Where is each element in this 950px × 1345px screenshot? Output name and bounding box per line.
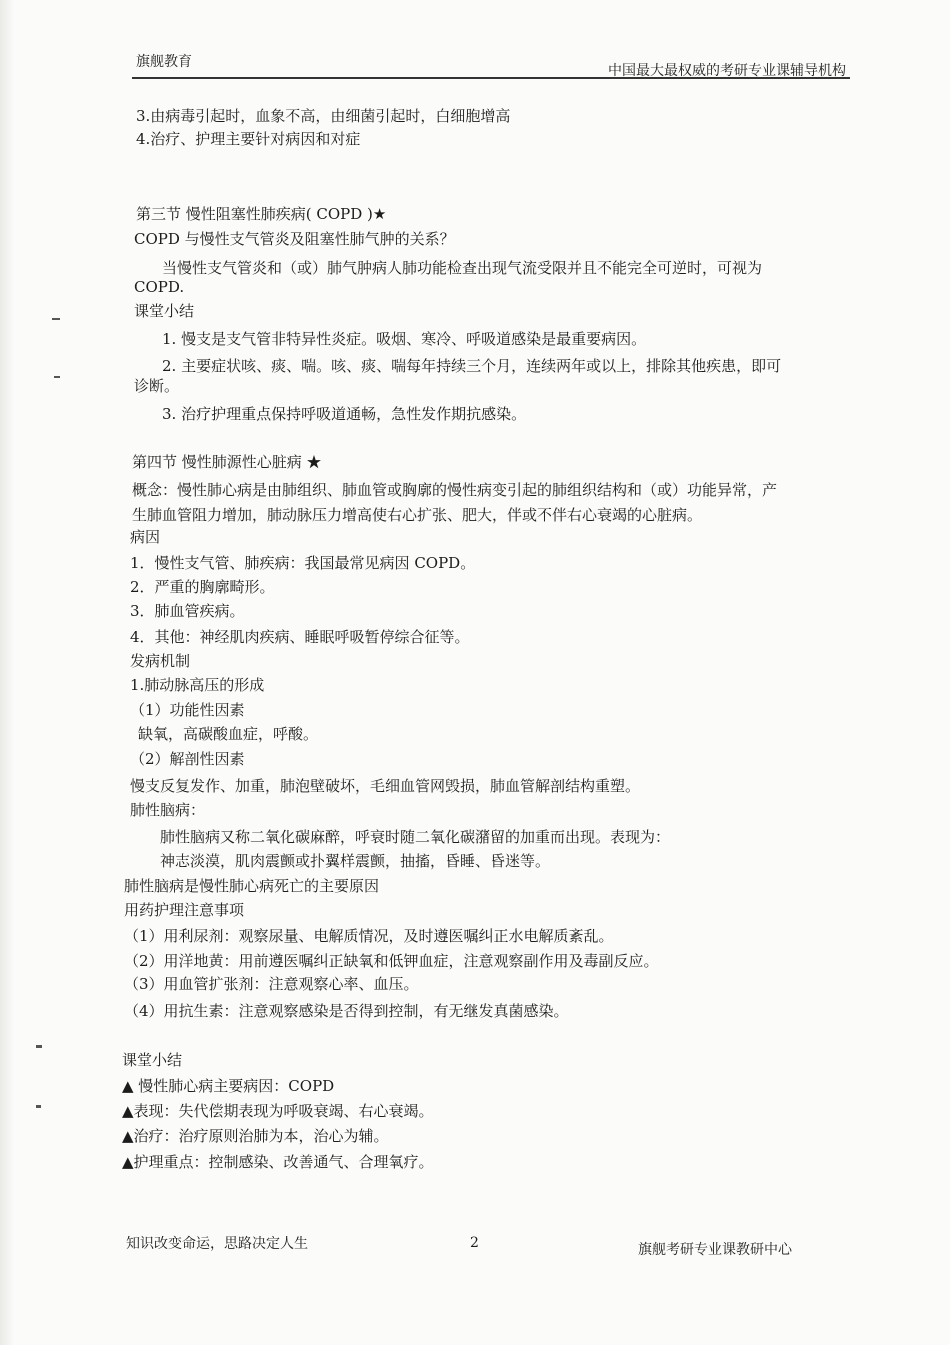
body-line: （1）用利尿剂：观察尿量、电解质情况，及时遵医嘱纠正水电解质紊乱。 (124, 927, 614, 945)
footer-motto: 知识改变命运，思路决定人生 (126, 1236, 308, 1252)
body-line: 生肺血管阻力增加，肺动脉压力增高使右心扩张、肥大，伴或不伴右心衰竭的心脏病。 (132, 506, 703, 524)
subheading: 课堂小结 (134, 302, 195, 320)
summary-item: ▲表现：失代偿期表现为呼吸衰竭、右心衰竭。 (122, 1102, 434, 1120)
subheading: 病因 (130, 528, 161, 546)
body-line: 肺性脑病又称二氧化碳麻醉，呼衰时随二氧化碳潴留的加重而出现。表现为： (160, 828, 671, 846)
body-line: 2. 主要症状咳、痰、喘。咳、痰、喘每年持续三个月，连续两年或以上，排除其他疾患，即可 (162, 357, 782, 375)
section-heading: 第四节 慢性肺源性心脏病 ★ (132, 453, 322, 471)
body-line: （2）解剖性因素 (130, 750, 245, 768)
body-line: 1.肺动脉高压的形成 (130, 676, 265, 694)
body-line: 4.治疗、护理主要针对病因和对症 (136, 130, 361, 148)
body-line: （4）用抗生素：注意观察感染是否得到控制，有无继发真菌感染。 (124, 1002, 569, 1020)
body-line: 当慢性支气管炎和（或）肺气肿病人肺功能检查出现气流受限并且不能完全可逆时，可视为 (162, 259, 763, 277)
page-number: 2 (470, 1235, 479, 1251)
header-tagline: 中国最大最权威的考研专业课辅导机构 (608, 63, 846, 79)
summary-item: ▲护理重点：控制感染、改善通气、合理氧疗。 (122, 1153, 434, 1171)
header-rule (132, 77, 850, 79)
body-line: 慢支反复发作、加重，肺泡壁破坏，毛细血管网毁损，肺血管解剖结构重塑。 (130, 777, 641, 795)
header-brand: 旗舰教育 (136, 54, 192, 70)
body-line: 肺性脑病是慢性肺心病死亡的主要原因 (124, 877, 380, 895)
scan-edge (0, 0, 14, 1345)
body-line: 4．其他：神经肌肉疾病、睡眠呼吸暂停综合征等。 (130, 628, 470, 646)
scan-speck (36, 1105, 41, 1108)
subheading: 课堂小结 (122, 1051, 183, 1069)
footer-org: 旗舰考研专业课教研中心 (638, 1242, 792, 1258)
scan-speck (52, 318, 60, 320)
body-line: 缺氧，高碳酸血症，呼酸。 (138, 725, 319, 743)
subheading: 发病机制 (130, 652, 191, 670)
section-heading: 第三节 慢性阻塞性肺疾病( COPD )★ (136, 205, 387, 223)
body-line: 1. 慢支是支气管非特异性炎症。吸烟、寒冷、呼吸道感染是最重要病因。 (162, 330, 647, 348)
body-line: 3.由病毒引起时，血象不高，由细菌引起时，白细胞增高 (136, 107, 511, 125)
body-line: 神志淡漠，肌肉震颤或扑翼样震颤，抽搐，昏睡、昏迷等。 (160, 852, 551, 870)
scan-speck (54, 376, 60, 378)
body-line: （1）功能性因素 (130, 701, 245, 719)
subheading: 肺性脑病： (130, 801, 206, 819)
body-line: COPD 与慢性支气管炎及阻塞性肺气肿的关系？ (134, 230, 455, 248)
body-line: 3. 治疗护理重点保持呼吸道通畅，急性发作期抗感染。 (162, 405, 527, 423)
body-line: （3）用血管扩张剂：注意观察心率、血压。 (124, 975, 419, 993)
scan-speck (36, 1045, 42, 1048)
summary-item: ▲ 慢性肺心病主要病因：COPD (122, 1077, 335, 1095)
body-line: 概念：慢性肺心病是由肺组织、肺血管或胸廓的慢性病变引起的肺组织结构和（或）功能异常，产 (132, 481, 778, 499)
body-line: COPD. (134, 278, 185, 296)
body-line: 2．严重的胸廓畸形。 (130, 578, 275, 596)
subheading: 用药护理注意事项 (124, 901, 245, 919)
body-line: 诊断。 (134, 377, 180, 395)
body-line: 3．肺血管疾病。 (130, 602, 245, 620)
body-line: 1．慢性支气管、肺疾病：我国最常见病因 COPD。 (130, 554, 476, 572)
body-line: （2）用洋地黄：用前遵医嘱纠正缺氧和低钾血症，注意观察副作用及毒副反应。 (124, 952, 659, 970)
summary-item: ▲治疗：治疗原则治肺为本，治心为辅。 (122, 1127, 389, 1145)
